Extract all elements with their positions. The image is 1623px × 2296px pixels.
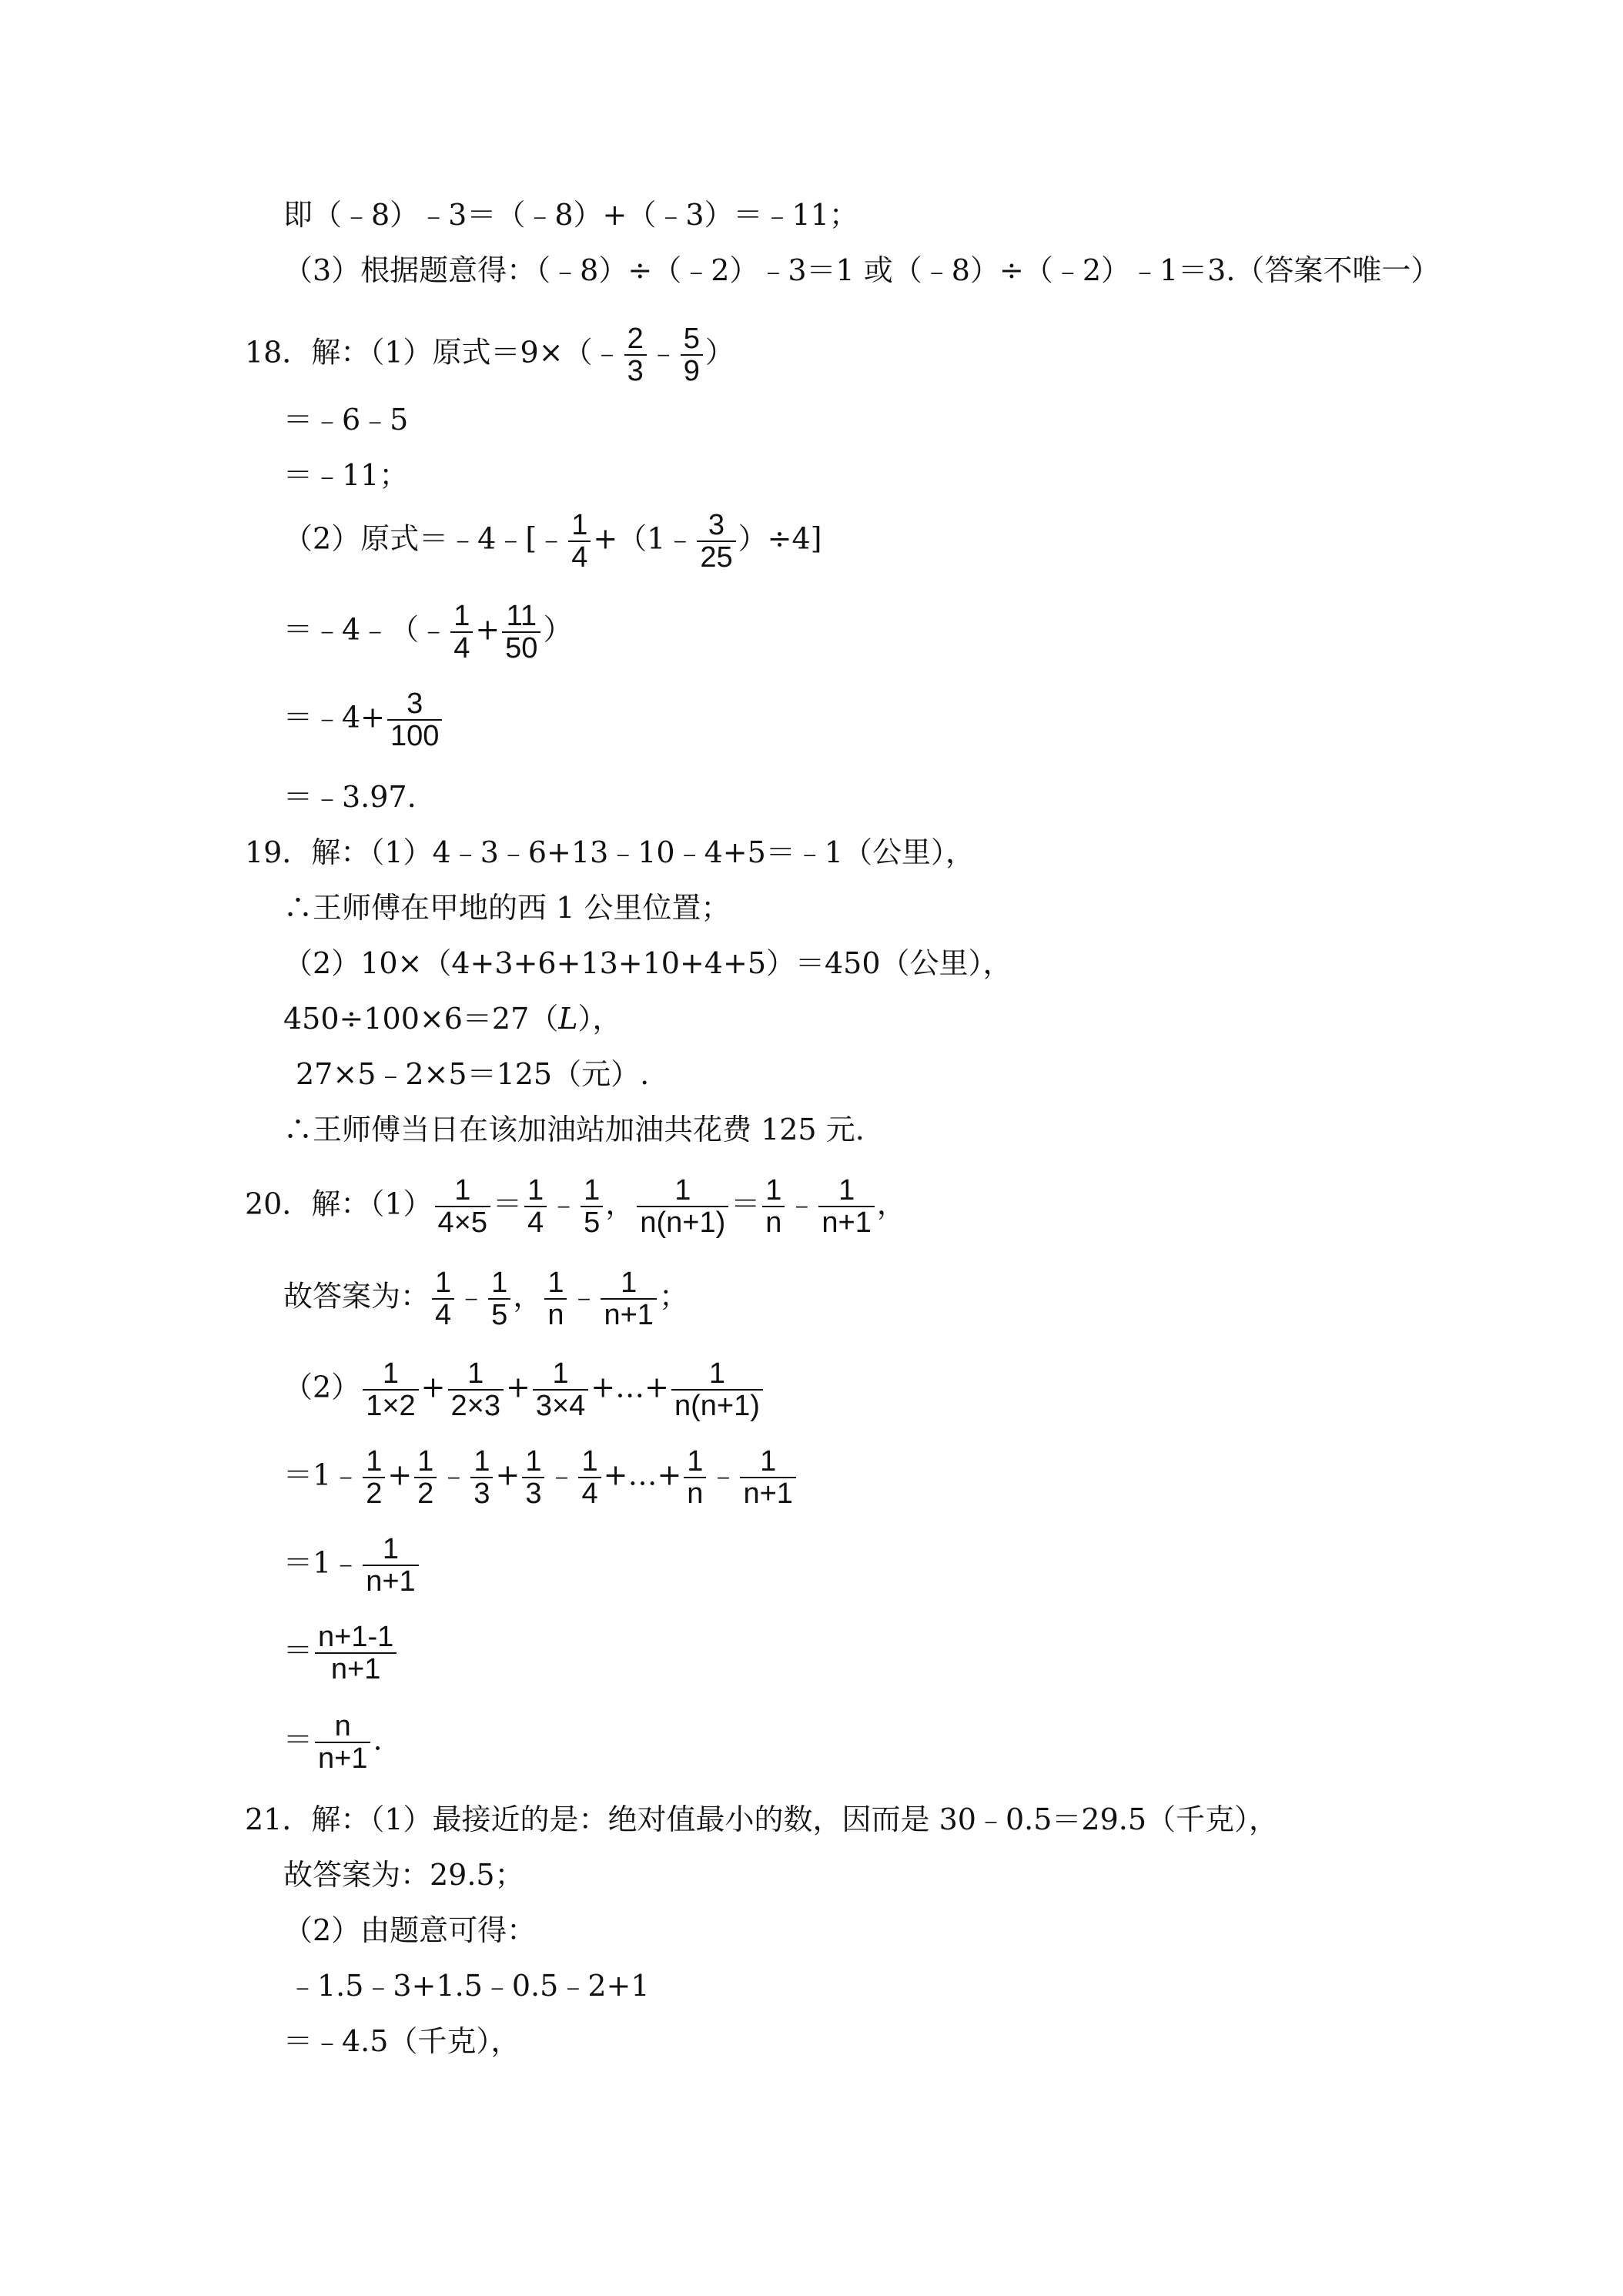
fraction [762, 1175, 785, 1238]
q19-line-6 [283, 1112, 865, 1147]
fraction [671, 1358, 763, 1421]
text: ＝1﹣ [283, 1545, 361, 1580]
denominator: n+1 [318, 1742, 368, 1775]
q20-line-4 [283, 1446, 798, 1509]
q18-line-6 [283, 688, 444, 751]
denominator: 3 [474, 1478, 490, 1510]
fraction [435, 1175, 490, 1238]
denominator: 5 [491, 1299, 508, 1331]
numerator: 1 [432, 1267, 454, 1300]
text: ， [876, 1186, 906, 1221]
denominator: 4 [571, 541, 588, 574]
text: + [495, 1458, 520, 1492]
q20-line-2 [283, 1267, 688, 1330]
text: . [373, 1722, 383, 1757]
denominator: n [687, 1478, 704, 1510]
denominator: n [547, 1299, 564, 1331]
q19-line-2 [283, 890, 730, 925]
text: ， [605, 1186, 635, 1221]
q19-line-3 [283, 946, 1012, 981]
numerator: 1 [581, 1175, 603, 1207]
text: 27×5﹣2×5＝125（元）. [296, 1057, 650, 1091]
text: 故答案为： [283, 1279, 430, 1314]
denominator: n+1 [822, 1207, 872, 1239]
text: ， [513, 1279, 543, 1314]
text: ＝﹣11； [283, 458, 409, 492]
q21-line-4 [288, 1968, 650, 2003]
text: （2）原式＝﹣4﹣[﹣ [283, 521, 567, 556]
fraction [363, 1534, 418, 1597]
text: ﹣ [547, 1458, 577, 1492]
numerator: 2 [624, 323, 647, 356]
fraction [578, 1446, 601, 1509]
text: ﹣ [439, 1458, 469, 1492]
text: ＝ [283, 1633, 313, 1668]
numerator: 3 [387, 688, 442, 721]
text: ＝﹣4﹣（﹣ [283, 612, 449, 647]
numerator: 1 [524, 1175, 547, 1207]
fraction [697, 510, 735, 573]
fraction [502, 601, 540, 664]
numerator: 1 [818, 1175, 874, 1207]
denominator: 4 [453, 632, 470, 664]
fraction [684, 1446, 706, 1509]
text: 21．解：（1）最接近的是：绝对值最小的数，因而是 30﹣0.5＝29.5（千克）， [245, 1802, 1279, 1836]
denominator: 25 [700, 541, 733, 574]
numerator: 1 [533, 1358, 588, 1391]
numerator: 1 [435, 1175, 490, 1207]
denominator: n(n+1) [674, 1390, 760, 1422]
q18-line-1 [245, 323, 735, 387]
numerator: 11 [502, 601, 540, 633]
fraction [522, 1446, 544, 1509]
denominator: 2 [417, 1478, 434, 1510]
denominator: 50 [505, 632, 538, 664]
fraction [363, 1358, 418, 1421]
text: + [475, 612, 500, 647]
text: 18．解：（1）原式＝9×（﹣ [245, 335, 622, 370]
unit-l: L [558, 1002, 578, 1036]
fraction [315, 1711, 370, 1774]
fraction [450, 601, 473, 664]
q18-line-4 [283, 510, 822, 573]
denominator: 1×2 [366, 1390, 416, 1422]
text: 即（﹣8）﹣3＝（﹣8）+（﹣3）＝﹣11； [283, 198, 858, 232]
denominator: 2 [366, 1478, 383, 1510]
fraction [524, 1175, 547, 1238]
denominator: 3×4 [535, 1390, 586, 1422]
fraction [544, 1267, 567, 1330]
denominator: 3 [525, 1478, 542, 1510]
text-line [283, 253, 1440, 288]
denominator: n+1 [604, 1299, 654, 1331]
text: （2） [283, 1370, 361, 1404]
denominator: 4 [527, 1207, 544, 1239]
numerator: 1 [601, 1267, 656, 1300]
numerator: 1 [470, 1446, 493, 1478]
q19-line-5 [296, 1056, 649, 1092]
fraction [568, 510, 591, 573]
q20-line-6 [283, 1622, 399, 1685]
numerator: n+1-1 [315, 1622, 397, 1654]
text: ＝ [731, 1186, 761, 1221]
text: + [420, 1370, 446, 1404]
text: + [387, 1458, 413, 1492]
numerator: 5 [681, 323, 703, 356]
numerator: 1 [637, 1175, 728, 1207]
text-line [283, 197, 858, 233]
q18-line-3 [283, 457, 408, 493]
fraction [624, 323, 647, 387]
text: ﹣ [549, 1186, 579, 1221]
fraction [470, 1446, 493, 1509]
numerator: 1 [448, 1358, 504, 1391]
q18-line-2 [283, 402, 408, 437]
text: 450÷100×6＝27（ [283, 1002, 559, 1036]
denominator: n+1 [743, 1478, 793, 1510]
text: ） [704, 335, 735, 370]
denominator: 100 [390, 720, 440, 752]
text: （2）由题意可得： [283, 1913, 537, 1947]
fraction [432, 1267, 454, 1330]
denominator: n(n+1) [640, 1207, 726, 1239]
text: ＝ [493, 1186, 523, 1221]
denominator: 3 [627, 355, 644, 387]
q19-line-1 [245, 835, 975, 870]
text: ﹣ [457, 1279, 487, 1314]
numerator: 1 [414, 1446, 437, 1478]
q20-line-7 [283, 1711, 383, 1774]
text: 20．解：（1） [245, 1186, 433, 1221]
denominator: 4 [581, 1478, 598, 1510]
denominator: 2×3 [450, 1390, 500, 1422]
numerator: 1 [671, 1358, 763, 1391]
fraction [414, 1446, 437, 1509]
numerator: 1 [544, 1267, 567, 1300]
fraction [818, 1175, 874, 1238]
q18-line-5 [283, 601, 572, 664]
text: +…+ [591, 1370, 669, 1404]
q21-line-1 [245, 1802, 1278, 1837]
text: ∴王师傅在甲地的西 1 公里位置； [283, 891, 731, 925]
text: ； [658, 1279, 688, 1314]
text: ＝﹣4.5（千克）， [283, 2024, 520, 2058]
text: ∴王师傅当日在该加油站加油共花费 125 元. [283, 1113, 865, 1146]
denominator: n [765, 1207, 782, 1239]
text: 19．解：（1）4﹣3﹣6+13﹣10﹣4+5＝﹣1（公里）， [245, 835, 975, 869]
text: ＝1﹣ [283, 1458, 361, 1492]
q19-line-4 [283, 1001, 622, 1036]
text: （3）根据题意得：（﹣8）÷（﹣2）﹣3＝1 或（﹣8）÷（﹣2）﹣1＝3.（答案不唯一） [283, 253, 1441, 287]
numerator: 1 [568, 510, 591, 542]
text: ﹣ [787, 1186, 817, 1221]
numerator: n [315, 1711, 370, 1743]
fraction [681, 323, 703, 387]
fraction [601, 1267, 656, 1330]
q21-line-5 [283, 2023, 520, 2059]
denominator: 5 [584, 1207, 601, 1239]
text: ＝﹣3.97. [283, 780, 417, 814]
denominator: n+1 [330, 1653, 381, 1685]
text: ）， [577, 1002, 622, 1036]
q20-line-5 [283, 1534, 421, 1597]
fraction [533, 1358, 588, 1421]
numerator: 1 [740, 1446, 795, 1478]
text: ） [543, 612, 573, 647]
denominator: 9 [683, 355, 700, 387]
fraction [315, 1622, 397, 1685]
numerator: 1 [522, 1446, 544, 1478]
denominator: 4×5 [437, 1207, 487, 1239]
q21-line-3 [283, 1913, 536, 1948]
fraction [740, 1446, 795, 1509]
text: ﹣1.5﹣3+1.5﹣0.5﹣2+1 [288, 1969, 650, 2003]
text: ﹣ [648, 335, 678, 370]
text: 故答案为：29.5； [283, 1858, 524, 1892]
numerator: 1 [578, 1446, 601, 1478]
text: + [505, 1370, 530, 1404]
numerator: 1 [450, 601, 473, 633]
text: +（1﹣ [593, 521, 695, 556]
numerator: 1 [684, 1446, 706, 1478]
text: ＝ [283, 1722, 313, 1757]
text: ﹣ [708, 1458, 738, 1492]
q21-line-2 [283, 1857, 524, 1893]
fraction [387, 688, 442, 751]
numerator: 1 [363, 1446, 385, 1478]
text: +…+ [603, 1458, 682, 1492]
q18-line-7 [283, 779, 417, 815]
numerator: 1 [363, 1534, 418, 1566]
text: ）÷4] [738, 521, 822, 556]
fraction [637, 1175, 728, 1238]
q20-line-1 [245, 1175, 906, 1238]
denominator: 4 [435, 1299, 452, 1331]
fraction [363, 1446, 385, 1509]
fraction [488, 1267, 510, 1330]
numerator: 1 [363, 1358, 418, 1391]
text: ＝﹣4+ [283, 700, 386, 735]
text: ＝﹣6﹣5 [283, 403, 409, 437]
fraction [448, 1358, 504, 1421]
fraction [581, 1175, 603, 1238]
numerator: 3 [697, 510, 735, 542]
numerator: 1 [488, 1267, 510, 1300]
q20-line-3 [283, 1358, 765, 1421]
denominator: n+1 [366, 1565, 416, 1598]
numerator: 1 [762, 1175, 785, 1207]
text: ﹣ [569, 1279, 599, 1314]
text: （2）10×（4+3+6+13+10+4+5）＝450（公里）， [283, 946, 1012, 980]
